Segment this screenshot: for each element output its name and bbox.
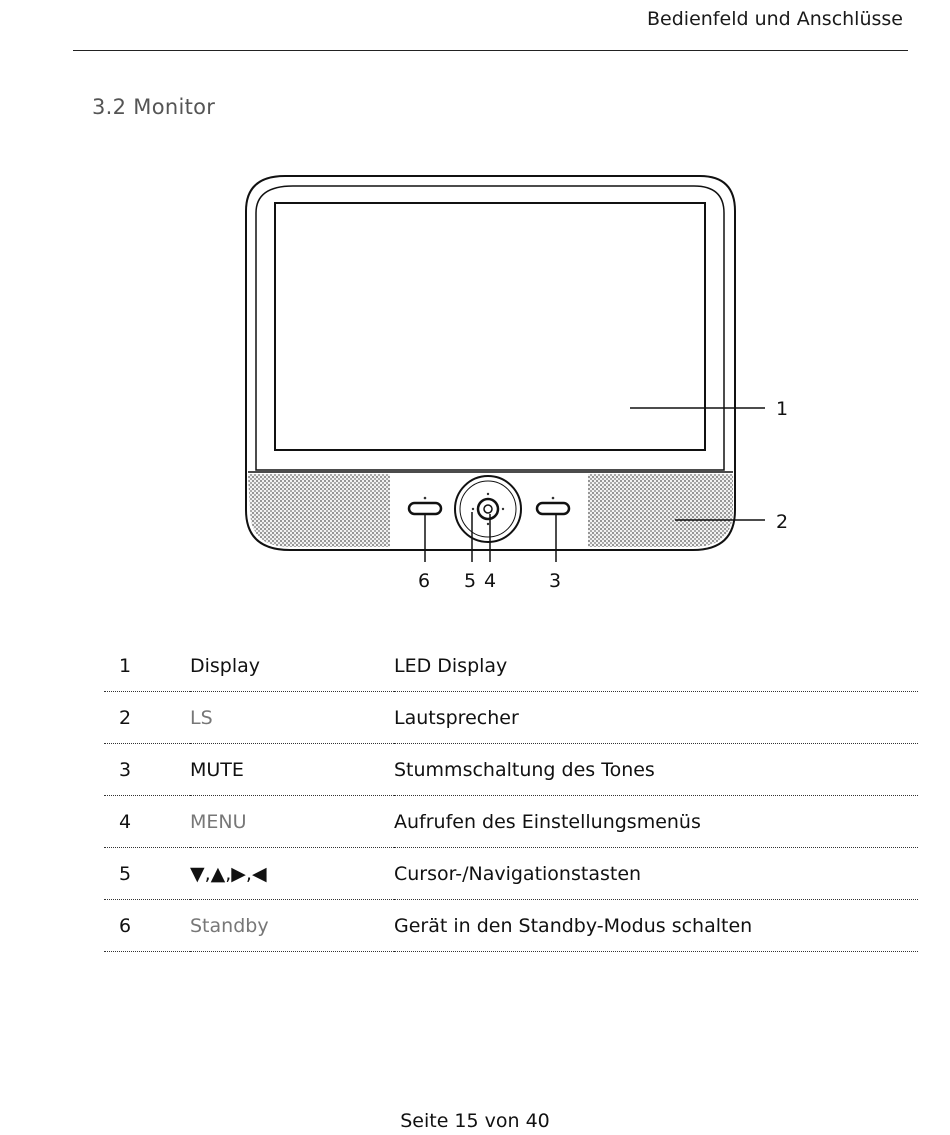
row-number: 3 <box>104 744 190 796</box>
callout-4: 4 <box>484 570 497 592</box>
row-name: Standby <box>190 900 394 952</box>
table-row <box>104 796 918 848</box>
page-number: Seite 15 von 40 <box>400 1110 550 1132</box>
row-name: MUTE <box>190 744 394 796</box>
speaker-grille-right <box>588 474 733 547</box>
callout-5: 5 <box>464 570 477 592</box>
speaker-grille-left <box>248 474 390 547</box>
table-row <box>104 900 918 952</box>
table-row <box>104 744 918 796</box>
row-number: 2 <box>104 692 190 744</box>
callout-6: 6 <box>418 570 431 592</box>
callout-2: 2 <box>776 511 789 533</box>
row-description: Gerät in den Standby-Modus schalten <box>394 900 918 952</box>
row-name: MENU <box>190 796 394 848</box>
row-description: Stummschaltung des Tones <box>394 744 918 796</box>
header-title: Bedienfeld und Anschlüsse <box>647 8 903 30</box>
row-name: ▼,▲,▶,◀ <box>190 848 394 900</box>
table-row <box>104 692 918 744</box>
row-description: Lautsprecher <box>394 692 918 744</box>
display-screen <box>275 203 705 450</box>
section-title: 3.2 Monitor <box>92 95 216 119</box>
legend-table <box>104 640 918 952</box>
row-name: LS <box>190 692 394 744</box>
row-description: LED Display <box>394 640 918 692</box>
row-name: Display <box>190 640 394 692</box>
menu-button <box>478 499 498 519</box>
row-description: Aufrufen des Einstellungsmenüs <box>394 796 918 848</box>
table-row <box>104 640 918 692</box>
callout-3: 3 <box>549 570 562 592</box>
row-description: Cursor-/Navigationstasten <box>394 848 918 900</box>
row-number: 6 <box>104 900 190 952</box>
callout-1: 1 <box>776 398 789 420</box>
row-number: 4 <box>104 796 190 848</box>
row-number: 1 <box>104 640 190 692</box>
table-row <box>104 848 918 900</box>
row-number: 5 <box>104 848 190 900</box>
